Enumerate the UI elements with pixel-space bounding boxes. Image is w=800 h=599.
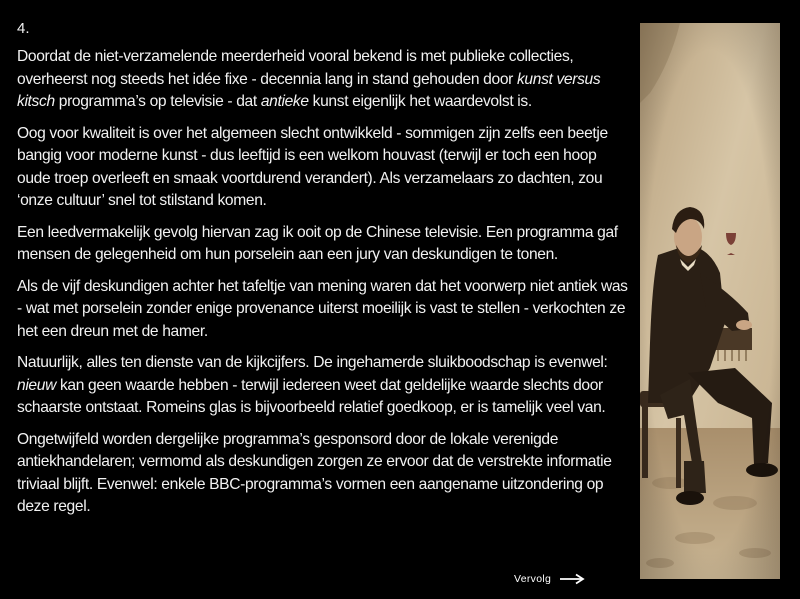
next-label: Vervolg [514, 573, 552, 585]
paragraph-4: Als de vijf deskundigen achter het tafeltje van mening waren dat het voorwerp niet antiek was - wat met porselein zonder enige provenance uiterst moeilijk is vast te stellen - verkochten ze het een dreun met de hamer. [17, 277, 628, 340]
vintage-portrait-photo [640, 23, 780, 579]
paragraph-1: Doordat de niet-verzamelende meerderheid vooral bekend is met publieke collecties, overheerst nog steeds het idée fixe - decennia lang in stand gehouden door kunst versus kitsch programma’s op televisie - dat antieke kunst eigenlijk het waardevolst is. [17, 48, 601, 110]
paragraph-3: Een leedvermakelijk gevolg hiervan zag ik ooit op de Chinese televisie. Een programma gaf mensen de gelegenheid om hun porselein aan een jury van deskundigen te tonen. [17, 223, 618, 263]
emphasis-nieuw: nieuw [17, 376, 56, 394]
paragraph-2: Oog voor kwaliteit is over het algemeen slecht ontwikkeld - sommigen zijn zelfs een beetje bangig voor moderne kunst - dus leeftijd is een welkom houvast (terwijl er toch een hoop oude troep overleeft en smaak voortdurend verandert). Als verzamelaars zo dachten, zou ‘onze cultuur’ snel tot stilstand komen. [17, 124, 608, 209]
emphasis-antieke: antieke [260, 93, 309, 110]
seated-man-portrait-image [640, 23, 780, 579]
paragraph-5: Natuurlijk, alles ten dienste van de kijkcijfers. De ingehamerde sluikboodschap is evenwel: nieuw kan geen waarde hebben - terwijl iedereen weet dat geldelijke waarde slechts door schaarste ontstaat. Romeins glas is bijvoorbeeld relatief goedkoop, er is tamelijk veel van. [17, 354, 608, 416]
next-page-link[interactable] [514, 573, 585, 585]
paragraph-6: Ongetwijfeld worden dergelijke programma’s gesponsord door de lokale verenigde antiekhandelaren; vermomd als deskundigen zorgen ze ervoor dat de verstrekte informatie triviaal blijft. Evenwel: enkele BBC-programma’s vormen een aangename uitzondering op deze regel. [17, 430, 612, 515]
text-column [17, 18, 629, 528]
page-number: 4. [17, 20, 30, 37]
emphasis-kunst-versus-kitsch: kunst versus kitsch [17, 70, 601, 110]
arrow-right-icon [559, 573, 585, 585]
